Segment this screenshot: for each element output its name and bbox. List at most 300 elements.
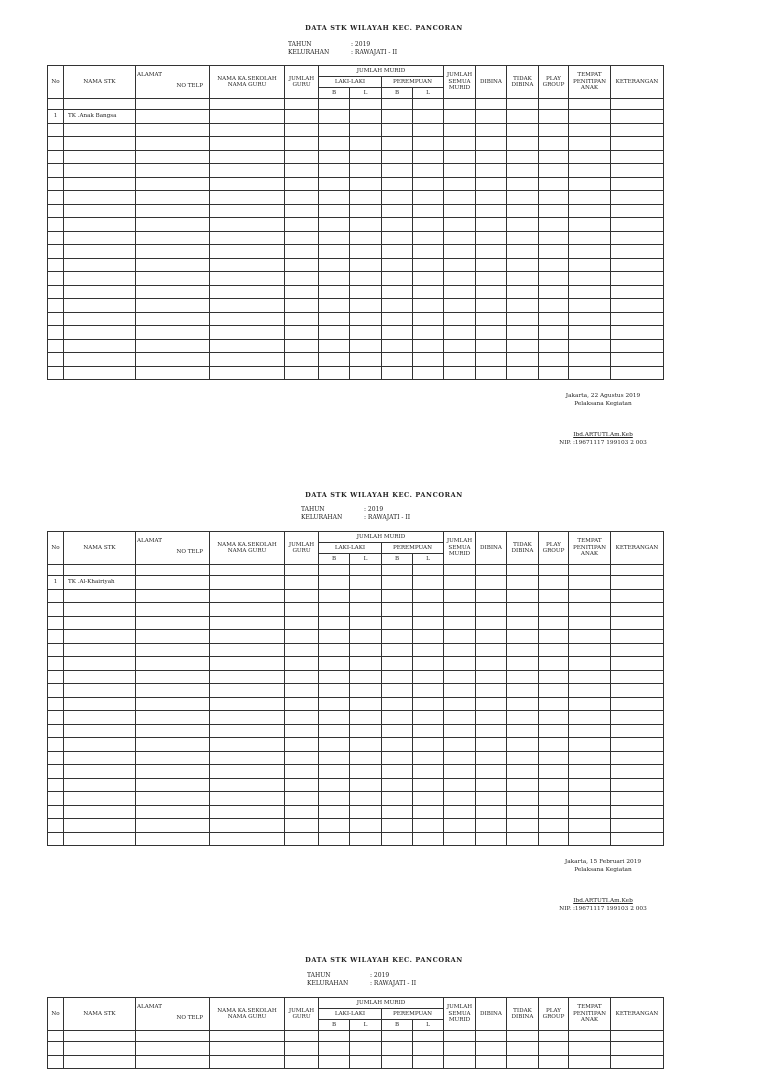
table-cell xyxy=(444,312,476,326)
table-cell xyxy=(136,630,210,644)
header-laki-l: L xyxy=(350,88,382,99)
table-cell xyxy=(48,285,64,299)
header-alamat xyxy=(136,66,210,99)
table-cell xyxy=(507,792,539,806)
table-cell xyxy=(136,657,210,671)
table-cell xyxy=(136,299,210,313)
tahun-label: TAHUN xyxy=(288,41,312,48)
table-cell xyxy=(382,738,413,752)
table-cell xyxy=(136,191,210,205)
header-jumlah-guru xyxy=(285,532,319,565)
header-play-group xyxy=(539,998,569,1031)
table-cell xyxy=(350,1042,382,1056)
table-cell xyxy=(285,137,319,151)
table-cell xyxy=(210,657,285,671)
table-cell xyxy=(444,751,476,765)
header-nama-stk: NAMA STK xyxy=(64,66,136,99)
table-cell xyxy=(611,724,664,738)
table-cell xyxy=(136,99,210,110)
table-cell xyxy=(476,684,507,698)
table-cell xyxy=(285,366,319,380)
table-cell xyxy=(136,339,210,353)
table-cell xyxy=(569,110,611,124)
table-cell xyxy=(507,99,539,110)
table-cell xyxy=(350,218,382,232)
table-row xyxy=(48,326,664,340)
table-cell xyxy=(569,630,611,644)
table-cell xyxy=(611,616,664,630)
signer-name: Ibd.ARTUTI.Am.Keb xyxy=(573,432,633,438)
table-cell xyxy=(444,589,476,603)
table-cell xyxy=(210,272,285,286)
table-cell xyxy=(285,576,319,590)
table-cell xyxy=(350,765,382,779)
table-cell xyxy=(48,765,64,779)
table-cell xyxy=(319,366,350,380)
table-cell xyxy=(476,697,507,711)
table-cell xyxy=(136,285,210,299)
table-cell xyxy=(476,1042,507,1056)
table-cell xyxy=(569,819,611,833)
table-cell xyxy=(136,697,210,711)
table-cell xyxy=(476,99,507,110)
header-tidak-line2: DIBINA xyxy=(511,1014,534,1020)
table-cell xyxy=(64,805,136,819)
table-cell xyxy=(285,191,319,205)
header-perempuan: PEREMPUAN xyxy=(382,1009,444,1020)
table-cell xyxy=(48,589,64,603)
header-laki-laki: LAKI-LAKI xyxy=(319,543,382,554)
table-cell xyxy=(539,272,569,286)
table-cell xyxy=(413,231,444,245)
table-cell xyxy=(285,697,319,711)
table-cell xyxy=(319,657,350,671)
table-cell xyxy=(64,339,136,353)
table-row xyxy=(48,724,664,738)
table-cell xyxy=(285,603,319,617)
table-cell xyxy=(413,819,444,833)
table-cell xyxy=(319,231,350,245)
table-cell xyxy=(569,778,611,792)
table-cell xyxy=(285,339,319,353)
table-cell xyxy=(285,630,319,644)
table-row xyxy=(48,819,664,833)
table-cell xyxy=(539,191,569,205)
table-cell xyxy=(507,1042,539,1056)
table-cell xyxy=(64,630,136,644)
report-title: DATA STK WILAYAH KEC. PANCORAN xyxy=(305,491,463,499)
table-row xyxy=(48,697,664,711)
table-cell xyxy=(476,738,507,752)
table-cell xyxy=(476,299,507,313)
header-tidak-line2: DIBINA xyxy=(511,548,534,554)
table-cell xyxy=(64,792,136,806)
table-cell xyxy=(382,137,413,151)
table-cell xyxy=(350,1031,382,1042)
header-no-telp-label: NO TELP xyxy=(176,83,203,89)
table-cell xyxy=(569,285,611,299)
table-cell xyxy=(319,711,350,725)
table-cell xyxy=(210,285,285,299)
table-cell xyxy=(210,643,285,657)
table-cell xyxy=(136,603,210,617)
table-cell xyxy=(350,272,382,286)
header-nama-kasek-line1: NAMA KA.SEKOLAH xyxy=(217,75,277,82)
table-cell xyxy=(285,565,319,576)
table-cell xyxy=(507,697,539,711)
header-perempuan-b: B xyxy=(382,554,413,565)
header-semua-line2: SEMUA xyxy=(448,78,471,85)
table-cell xyxy=(319,1031,350,1042)
data-table xyxy=(47,531,664,846)
table-cell xyxy=(476,792,507,806)
table-cell xyxy=(476,819,507,833)
table-cell xyxy=(507,805,539,819)
table-cell xyxy=(64,245,136,259)
table-cell xyxy=(507,630,539,644)
table-cell xyxy=(319,353,350,367)
table-cell xyxy=(382,110,413,124)
header-jumlah-semua-murid xyxy=(444,998,476,1031)
table-cell xyxy=(136,353,210,367)
table-cell xyxy=(382,697,413,711)
table-cell xyxy=(382,630,413,644)
table-cell xyxy=(48,177,64,191)
table-cell xyxy=(507,164,539,178)
table-cell xyxy=(444,616,476,630)
table-cell xyxy=(507,724,539,738)
table-cell xyxy=(136,751,210,765)
table-row xyxy=(48,565,664,576)
table-cell xyxy=(611,1031,664,1042)
header-tidak-dibina xyxy=(507,998,539,1031)
table-cell xyxy=(350,299,382,313)
table-cell xyxy=(319,670,350,684)
table-cell xyxy=(569,191,611,205)
table-cell xyxy=(539,339,569,353)
table-cell xyxy=(413,697,444,711)
table-cell xyxy=(136,272,210,286)
header-play-group xyxy=(539,532,569,565)
header-tempat-line3: ANAK xyxy=(580,85,599,92)
table-cell xyxy=(136,123,210,137)
table-cell xyxy=(413,339,444,353)
table-cell xyxy=(569,245,611,259)
table-cell xyxy=(382,285,413,299)
table-cell xyxy=(319,123,350,137)
table-cell xyxy=(569,589,611,603)
table-cell xyxy=(285,1042,319,1056)
table-cell xyxy=(210,589,285,603)
table-cell xyxy=(210,204,285,218)
table-cell xyxy=(382,123,413,137)
table-cell xyxy=(350,657,382,671)
table-cell xyxy=(444,99,476,110)
table-cell xyxy=(611,1055,664,1069)
table-cell xyxy=(48,326,64,340)
header-perempuan: PEREMPUAN xyxy=(382,77,444,88)
table-cell xyxy=(136,765,210,779)
table-cell xyxy=(210,684,285,698)
header-dibina: DIBINA xyxy=(476,66,507,99)
table-cell xyxy=(444,204,476,218)
table-cell xyxy=(48,164,64,178)
table-cell xyxy=(350,724,382,738)
table-cell xyxy=(476,643,507,657)
table-cell xyxy=(444,285,476,299)
table-cell xyxy=(569,177,611,191)
table-cell xyxy=(382,670,413,684)
table-cell xyxy=(319,272,350,286)
header-nama-kasek xyxy=(210,66,285,99)
header-perempuan-l: L xyxy=(413,1020,444,1031)
table-cell xyxy=(382,150,413,164)
table-cell xyxy=(611,245,664,259)
table-cell xyxy=(444,832,476,846)
table-cell xyxy=(539,792,569,806)
table-cell xyxy=(382,177,413,191)
table-cell xyxy=(350,177,382,191)
table-cell xyxy=(539,366,569,380)
table-cell xyxy=(569,616,611,630)
table-cell xyxy=(350,792,382,806)
table-cell xyxy=(476,353,507,367)
table-cell xyxy=(611,177,664,191)
header-play-group xyxy=(539,66,569,99)
table-cell xyxy=(350,589,382,603)
table-cell xyxy=(382,657,413,671)
header-tidak-dibina xyxy=(507,532,539,565)
table-cell xyxy=(48,366,64,380)
table-cell xyxy=(569,218,611,232)
header-tempat-line2: PENITIPAN xyxy=(572,544,607,551)
table-cell xyxy=(64,204,136,218)
table-cell xyxy=(611,123,664,137)
table-cell xyxy=(382,819,413,833)
table-cell xyxy=(611,272,664,286)
table-cell xyxy=(476,258,507,272)
kelurahan-label: KELURAHAN xyxy=(288,49,330,56)
table-cell xyxy=(136,1042,210,1056)
table-cell xyxy=(444,110,476,124)
table-cell xyxy=(539,231,569,245)
school-name: TK .Anak Bangsa xyxy=(64,110,136,124)
table-cell xyxy=(382,1055,413,1069)
table-cell xyxy=(444,805,476,819)
table-cell xyxy=(319,738,350,752)
table-cell xyxy=(64,565,136,576)
table-cell xyxy=(350,565,382,576)
table-cell xyxy=(382,1031,413,1042)
table-cell xyxy=(285,711,319,725)
table-cell xyxy=(611,589,664,603)
table-row xyxy=(48,123,664,137)
table-cell xyxy=(48,630,64,644)
data-table xyxy=(47,65,664,380)
table-cell xyxy=(382,326,413,340)
table-cell xyxy=(382,218,413,232)
table-cell xyxy=(285,299,319,313)
table-cell xyxy=(319,258,350,272)
table-cell xyxy=(569,670,611,684)
table-row xyxy=(48,684,664,698)
table-cell xyxy=(350,312,382,326)
table-cell xyxy=(350,285,382,299)
table-cell xyxy=(569,204,611,218)
table-row xyxy=(48,603,664,617)
table-cell xyxy=(64,697,136,711)
table-cell xyxy=(413,353,444,367)
table-cell xyxy=(539,576,569,590)
table-cell xyxy=(285,1031,319,1042)
table-cell xyxy=(319,697,350,711)
table-cell xyxy=(210,1031,285,1042)
table-row xyxy=(48,191,664,205)
table-row xyxy=(48,258,664,272)
table-cell xyxy=(382,565,413,576)
table-row xyxy=(48,177,664,191)
table-cell xyxy=(210,819,285,833)
table-cell xyxy=(64,1031,136,1042)
table-cell xyxy=(476,565,507,576)
table-cell xyxy=(444,711,476,725)
header-tempat-line2: PENITIPAN xyxy=(572,1010,607,1017)
header-semua-line3: MURID xyxy=(448,1017,471,1024)
table-cell xyxy=(136,576,210,590)
table-cell xyxy=(210,137,285,151)
table-cell xyxy=(611,697,664,711)
table-row xyxy=(48,751,664,765)
table-cell xyxy=(611,576,664,590)
table-cell xyxy=(319,1055,350,1069)
table-cell xyxy=(444,137,476,151)
table-cell xyxy=(64,1055,136,1069)
header-perempuan-l: L xyxy=(413,554,444,565)
table-cell xyxy=(413,191,444,205)
table-cell xyxy=(136,643,210,657)
table-cell xyxy=(48,137,64,151)
header-jumlah-guru-line1: JUMLAH xyxy=(288,1007,315,1014)
table-cell xyxy=(539,150,569,164)
row-number xyxy=(48,1042,64,1056)
tahun-label: TAHUN xyxy=(307,972,331,979)
table-cell xyxy=(611,339,664,353)
header-perempuan-l: L xyxy=(413,88,444,99)
table-cell xyxy=(48,751,64,765)
table-row xyxy=(48,150,664,164)
table-cell xyxy=(611,684,664,698)
table-cell xyxy=(210,711,285,725)
header-keterangan: KETERANGAN xyxy=(611,66,664,99)
table-cell xyxy=(476,589,507,603)
table-cell xyxy=(611,765,664,779)
table-cell xyxy=(350,339,382,353)
table-cell xyxy=(507,366,539,380)
table-cell xyxy=(382,245,413,259)
table-cell xyxy=(350,805,382,819)
table-cell xyxy=(136,137,210,151)
table-cell xyxy=(444,164,476,178)
place-date: Jakarta, 22 Agustus 2019 xyxy=(565,393,641,399)
header-jumlah-guru-line1: JUMLAH xyxy=(288,541,315,548)
table-cell xyxy=(382,299,413,313)
table-cell xyxy=(210,353,285,367)
data-table xyxy=(47,997,664,1069)
header-semua-line2: SEMUA xyxy=(448,544,471,551)
table-cell xyxy=(48,805,64,819)
table-cell xyxy=(64,150,136,164)
header-jumlah-guru-line1: JUMLAH xyxy=(288,75,315,82)
table-cell xyxy=(476,576,507,590)
table-cell xyxy=(64,285,136,299)
table-cell xyxy=(507,603,539,617)
header-laki-laki: LAKI-LAKI xyxy=(319,1009,382,1020)
table-cell xyxy=(64,123,136,137)
report-title: DATA STK WILAYAH KEC. PANCORAN xyxy=(305,956,463,964)
table-row xyxy=(48,738,664,752)
table-cell xyxy=(319,1042,350,1056)
header-nama-kasek xyxy=(210,998,285,1031)
table-cell xyxy=(569,724,611,738)
table-cell xyxy=(611,258,664,272)
header-jumlah-murid: JUMLAH MURID xyxy=(319,66,444,77)
signer-nip: NIP. :19671117 199103 2 003 xyxy=(559,905,647,912)
table-cell xyxy=(444,657,476,671)
table-cell xyxy=(285,272,319,286)
table-cell xyxy=(413,792,444,806)
table-cell xyxy=(285,832,319,846)
header-semua-line1: JUMLAH xyxy=(446,72,473,79)
table-cell xyxy=(507,576,539,590)
table-cell xyxy=(569,326,611,340)
table-cell xyxy=(539,711,569,725)
table-cell xyxy=(569,684,611,698)
table-cell xyxy=(569,299,611,313)
table-cell xyxy=(539,805,569,819)
table-row xyxy=(48,204,664,218)
table-cell xyxy=(350,353,382,367)
header-tidak-line2: DIBINA xyxy=(511,82,534,88)
header-nama-stk: NAMA STK xyxy=(64,532,136,565)
table-cell xyxy=(507,258,539,272)
table-cell xyxy=(539,751,569,765)
report-sheet-3 xyxy=(0,932,768,1028)
table-cell xyxy=(48,670,64,684)
header-no-telp-label: NO TELP xyxy=(176,549,203,555)
table-cell xyxy=(285,778,319,792)
table-cell xyxy=(48,738,64,752)
table-cell xyxy=(382,603,413,617)
table-cell xyxy=(507,123,539,137)
table-cell xyxy=(350,616,382,630)
table-cell xyxy=(413,778,444,792)
table-row xyxy=(48,231,664,245)
header-no: No xyxy=(48,532,64,565)
table-cell xyxy=(569,258,611,272)
table-cell xyxy=(476,164,507,178)
table-cell xyxy=(350,684,382,698)
table-cell xyxy=(413,123,444,137)
table-cell xyxy=(611,285,664,299)
table-cell xyxy=(382,751,413,765)
table-cell xyxy=(382,1042,413,1056)
table-cell xyxy=(382,778,413,792)
table-cell xyxy=(611,204,664,218)
table-cell xyxy=(413,670,444,684)
table-cell xyxy=(413,1031,444,1042)
table-cell xyxy=(64,616,136,630)
table-cell xyxy=(350,191,382,205)
